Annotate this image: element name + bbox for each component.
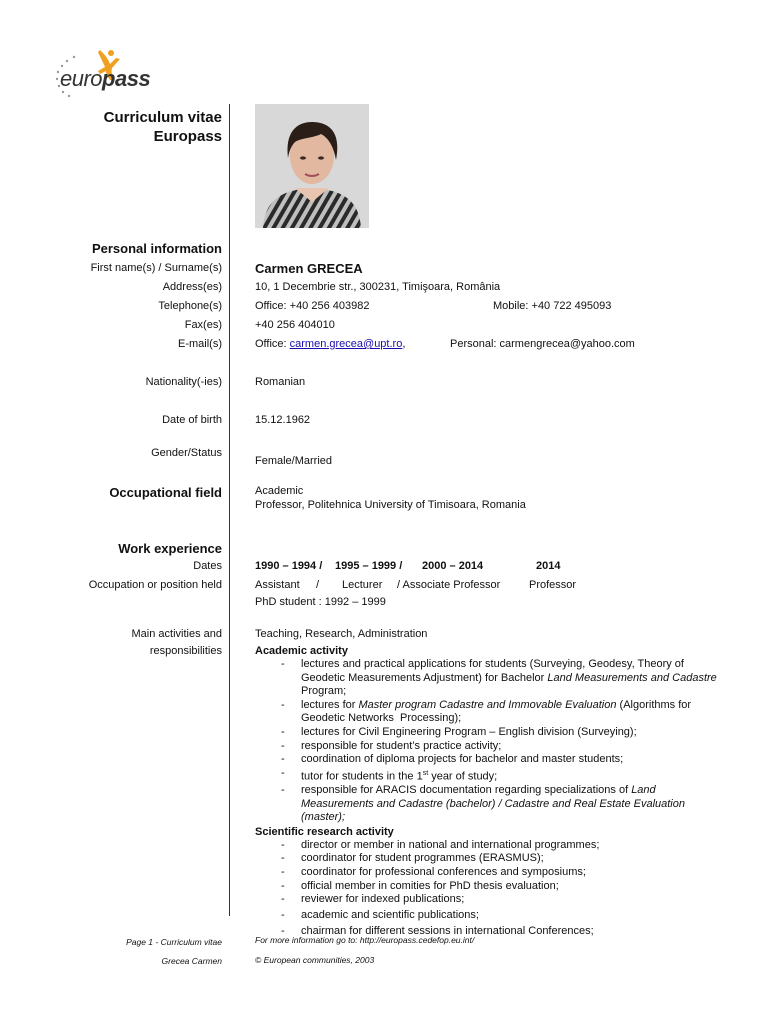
section-occupational-field: Occupational field: [109, 485, 222, 500]
portrait-photo: [255, 104, 369, 228]
list-item: - lectures and practical applications for students (Surveying, Geodesy, Theory of Geodetic Measurements Adjustment) for Bachelor Land Measurements and Cadastre Program;: [281, 658, 717, 698]
research-activity-title: Scientific research activity: [255, 825, 394, 838]
list-item: - official member in comities for PhD thesis evaluation;: [281, 879, 559, 892]
list-dash: -: [281, 925, 285, 938]
occupation-4: Professor: [529, 579, 577, 591]
list-dash: -: [281, 838, 285, 851]
date-2: 1995 – 1999 /: [335, 560, 403, 572]
date-3: 2000 – 2014: [422, 560, 484, 572]
list-dash: -: [281, 753, 285, 766]
occupation-3: / Associate Professor: [397, 579, 501, 591]
list-item: - lectures for Master program Cadastre and Immovable Evaluation (Algorithms for Geodetic Networks Processing);: [281, 698, 695, 725]
list-item: - chairman for different sessions in international Conferences;: [281, 925, 594, 938]
cv-title-line1: Curriculum vitae: [103, 109, 222, 126]
fax-value: +40 256 404010: [255, 319, 335, 331]
cv-title: [104, 108, 222, 146]
email-office-link[interactable]: carmen.grecea@upt.ro: [289, 338, 403, 350]
dob-label: Date of birth: [162, 414, 222, 426]
nationality-value: Romanian: [255, 376, 306, 388]
column-divider: [229, 104, 230, 916]
gender-value: Female/Married: [255, 455, 333, 467]
list-item: - director or member in national and international programmes;: [281, 838, 600, 851]
academic-activity-title: Academic activity: [255, 645, 348, 657]
list-item: - responsible for student’s practice activity;: [281, 739, 502, 752]
list-item: - tutor for students in the 1st year of study;: [281, 766, 498, 783]
list-item: - responsible for ARACIS documentation regarding specializations of Land Measurements and Cadastre (bachelor) / Cadastre and Real Estate Evaluation (master);: [281, 784, 685, 824]
section-work-experience: Work experience: [118, 541, 222, 556]
list-dash: -: [281, 852, 285, 865]
address-value: 10, 1 Decembrie str., 300231, Timişoara, România: [255, 281, 501, 293]
email-office: Office: carmen.grecea@upt.ro,: [255, 338, 406, 350]
list-dash: -: [281, 893, 285, 906]
dob-value: 15.12.1962: [255, 414, 311, 426]
fax-label: Fax(es): [184, 319, 222, 331]
footer-copyright: © European communities, 2003: [255, 955, 375, 965]
list-dash: -: [281, 879, 285, 892]
occupation-2: Lecturer: [342, 579, 383, 591]
cv-title-line2: Europass: [153, 128, 222, 145]
logo-wordmark: europass: [60, 66, 151, 91]
activities-list: [255, 644, 731, 939]
footer-page: Page 1 - Curriculum vitae: [126, 937, 222, 947]
telephone-label: Telephone(s): [158, 300, 222, 312]
activities-intro: Teaching, Research, Administration: [255, 628, 428, 640]
list-item: - lectures for Civil Engineering Program – English division (Surveying);: [281, 725, 637, 738]
list-dash: -: [281, 725, 285, 738]
footer-author: Grecea Carmen: [161, 956, 222, 966]
nationality-label: Nationality(-ies): [145, 376, 222, 388]
list-item: - reviewer for indexed publications;: [281, 893, 465, 906]
list-dash: -: [281, 739, 285, 752]
dates-label: Dates: [193, 560, 222, 572]
footer-info: For more information go to: http://europass.cedefop.eu.int/: [255, 935, 475, 945]
email-label: E-mail(s): [178, 338, 222, 350]
address-label: Address(es): [162, 281, 222, 293]
telephone-office: Office: +40 256 403982: [255, 300, 370, 312]
date-4: 2014: [536, 560, 561, 572]
occupation-label: Occupation or position held: [88, 579, 222, 591]
list-item: - coordinator for student programmes (ERASMUS);: [281, 852, 544, 865]
date-1: 1990 – 1994 /: [255, 560, 323, 572]
activities-label-2: responsibilities: [149, 645, 222, 657]
telephone-mobile: Mobile: +40 722 495093: [493, 300, 612, 312]
email-personal: Personal: carmengrecea@yahoo.com: [450, 338, 635, 350]
section-personal-information: Personal information: [91, 241, 222, 256]
occupational-line2: Professor, Politehnica University of Timisoara, Romania: [255, 499, 526, 511]
list-dash: -: [281, 908, 285, 921]
name-label: First name(s) / Surname(s): [90, 262, 222, 274]
list-item: - coordination of diploma projects for bachelor and master students;: [281, 753, 624, 766]
occupational-line1: Academic: [255, 485, 304, 497]
list-item: - coordinator for professional conferences and symposiums;: [281, 865, 586, 878]
phd-line: PhD student : 1992 – 1999: [255, 596, 386, 608]
full-name: Carmen GRECEA: [255, 261, 363, 276]
activities-label-1: Main activities and: [131, 628, 222, 640]
list-dash: -: [281, 865, 285, 878]
gender-label: Gender/Status: [151, 447, 222, 459]
list-item: - academic and scientific publications;: [281, 908, 479, 921]
occupation-1: Assistant: [255, 579, 300, 591]
occupation-sep-1: /: [316, 579, 320, 591]
